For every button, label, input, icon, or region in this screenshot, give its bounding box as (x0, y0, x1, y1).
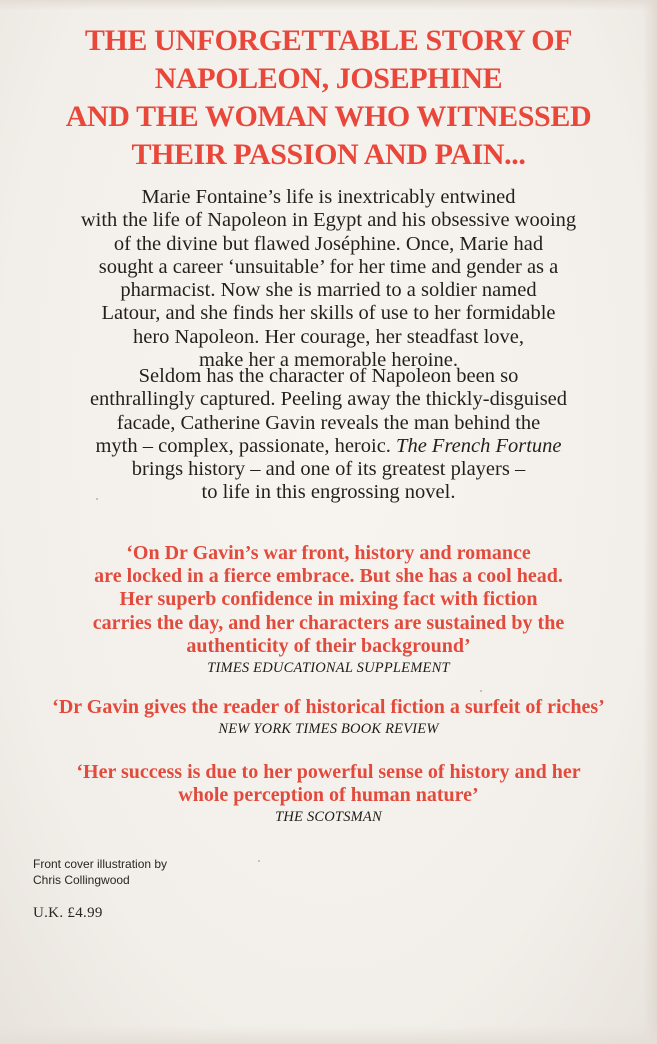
quote-line: authenticity of their background’ (186, 634, 471, 657)
blurb2-line: to life in this engrossing novel. (201, 481, 456, 504)
review-quote-1 (10, 542, 647, 678)
quote-line: Her superb confidence in mixing fact with fiction (119, 588, 538, 611)
credit-line-2: Chris Collingwood (33, 873, 130, 887)
quote-line: ‘Her success is due to her powerful sense of history and her (76, 761, 581, 783)
headline-line-1: THE UNFORGETTABLE STORY OF (84, 24, 573, 57)
cover-illustration-credit (33, 856, 167, 888)
blurb2-line: facade, Catherine Gavin reveals the man behind the (116, 411, 541, 434)
paper-speck (258, 860, 260, 862)
book-title: The French Fortune (396, 434, 562, 457)
credit-line-1: Front cover illustration by (33, 857, 168, 871)
blurb2-line (20, 435, 637, 458)
quote-line: whole perception of human nature’ (178, 784, 479, 807)
blurb1-line: sought a career ‘unsuitable’ for her time and gender as a (98, 255, 559, 278)
blurb-paragraph-1 (20, 186, 637, 372)
quote-line: are locked in a fierce embrace. But she has a cool head. (94, 565, 563, 588)
blurb-paragraph-2 (20, 365, 637, 505)
quote-line: ‘Dr Gavin gives the reader of historical fiction a surfeit of riches’ (52, 696, 605, 718)
headline (0, 22, 657, 174)
price-label: U.K. £4.99 (33, 905, 103, 921)
blurb1-line: hero Napoleon. Her courage, her steadfast love, (132, 325, 525, 348)
quote-line: ‘On Dr Gavin’s war front, history and romance (126, 542, 531, 564)
quote-source: THE SCOTSMAN (275, 809, 382, 826)
review-quote-3 (10, 761, 647, 827)
review-quote-2 (10, 696, 647, 739)
paper-speck (480, 690, 482, 692)
blurb1-line: with the life of Napoleon in Egypt and his obsessive wooing (80, 209, 577, 232)
blurb1-line: pharmacist. Now she is married to a soldier named (120, 279, 537, 302)
headline-line-4: THEIR PASSION AND PAIN... (131, 138, 526, 171)
blurb2-line: enthrallingly captured. Peeling away the thickly-disguised (89, 388, 568, 411)
paper-edge-top (0, 0, 657, 10)
quote-source: NEW YORK TIMES BOOK REVIEW (218, 721, 439, 738)
headline-line-3: AND THE WOMAN WHO WITNESSED (65, 100, 592, 133)
blurb2-line: Seldom has the character of Napoleon been so (138, 365, 519, 387)
paper-speck (96, 498, 98, 500)
quote-source: TIMES EDUCATIONAL SUPPLEMENT (207, 660, 450, 677)
blurb1-line: Marie Fontaine’s life is inextricably entwined (141, 186, 516, 208)
blurb1-line: of the divine but flawed Joséphine. Once, Marie had (113, 232, 544, 255)
paper-edge-bottom (0, 1026, 657, 1044)
blurb2-line: brings history – and one of its greatest players – (131, 458, 526, 481)
blurb2-line4-text: myth – complex, passionate, heroic. (95, 434, 397, 457)
quote-line: carries the day, and her characters are sustained by the (92, 611, 565, 634)
blurb1-line: make her a memorable heroine. (199, 349, 458, 372)
blurb1-line: Latour, and she finds her skills of use to her formidable (101, 302, 556, 325)
headline-line-2: NAPOLEON, JOSEPHINE (154, 62, 503, 95)
